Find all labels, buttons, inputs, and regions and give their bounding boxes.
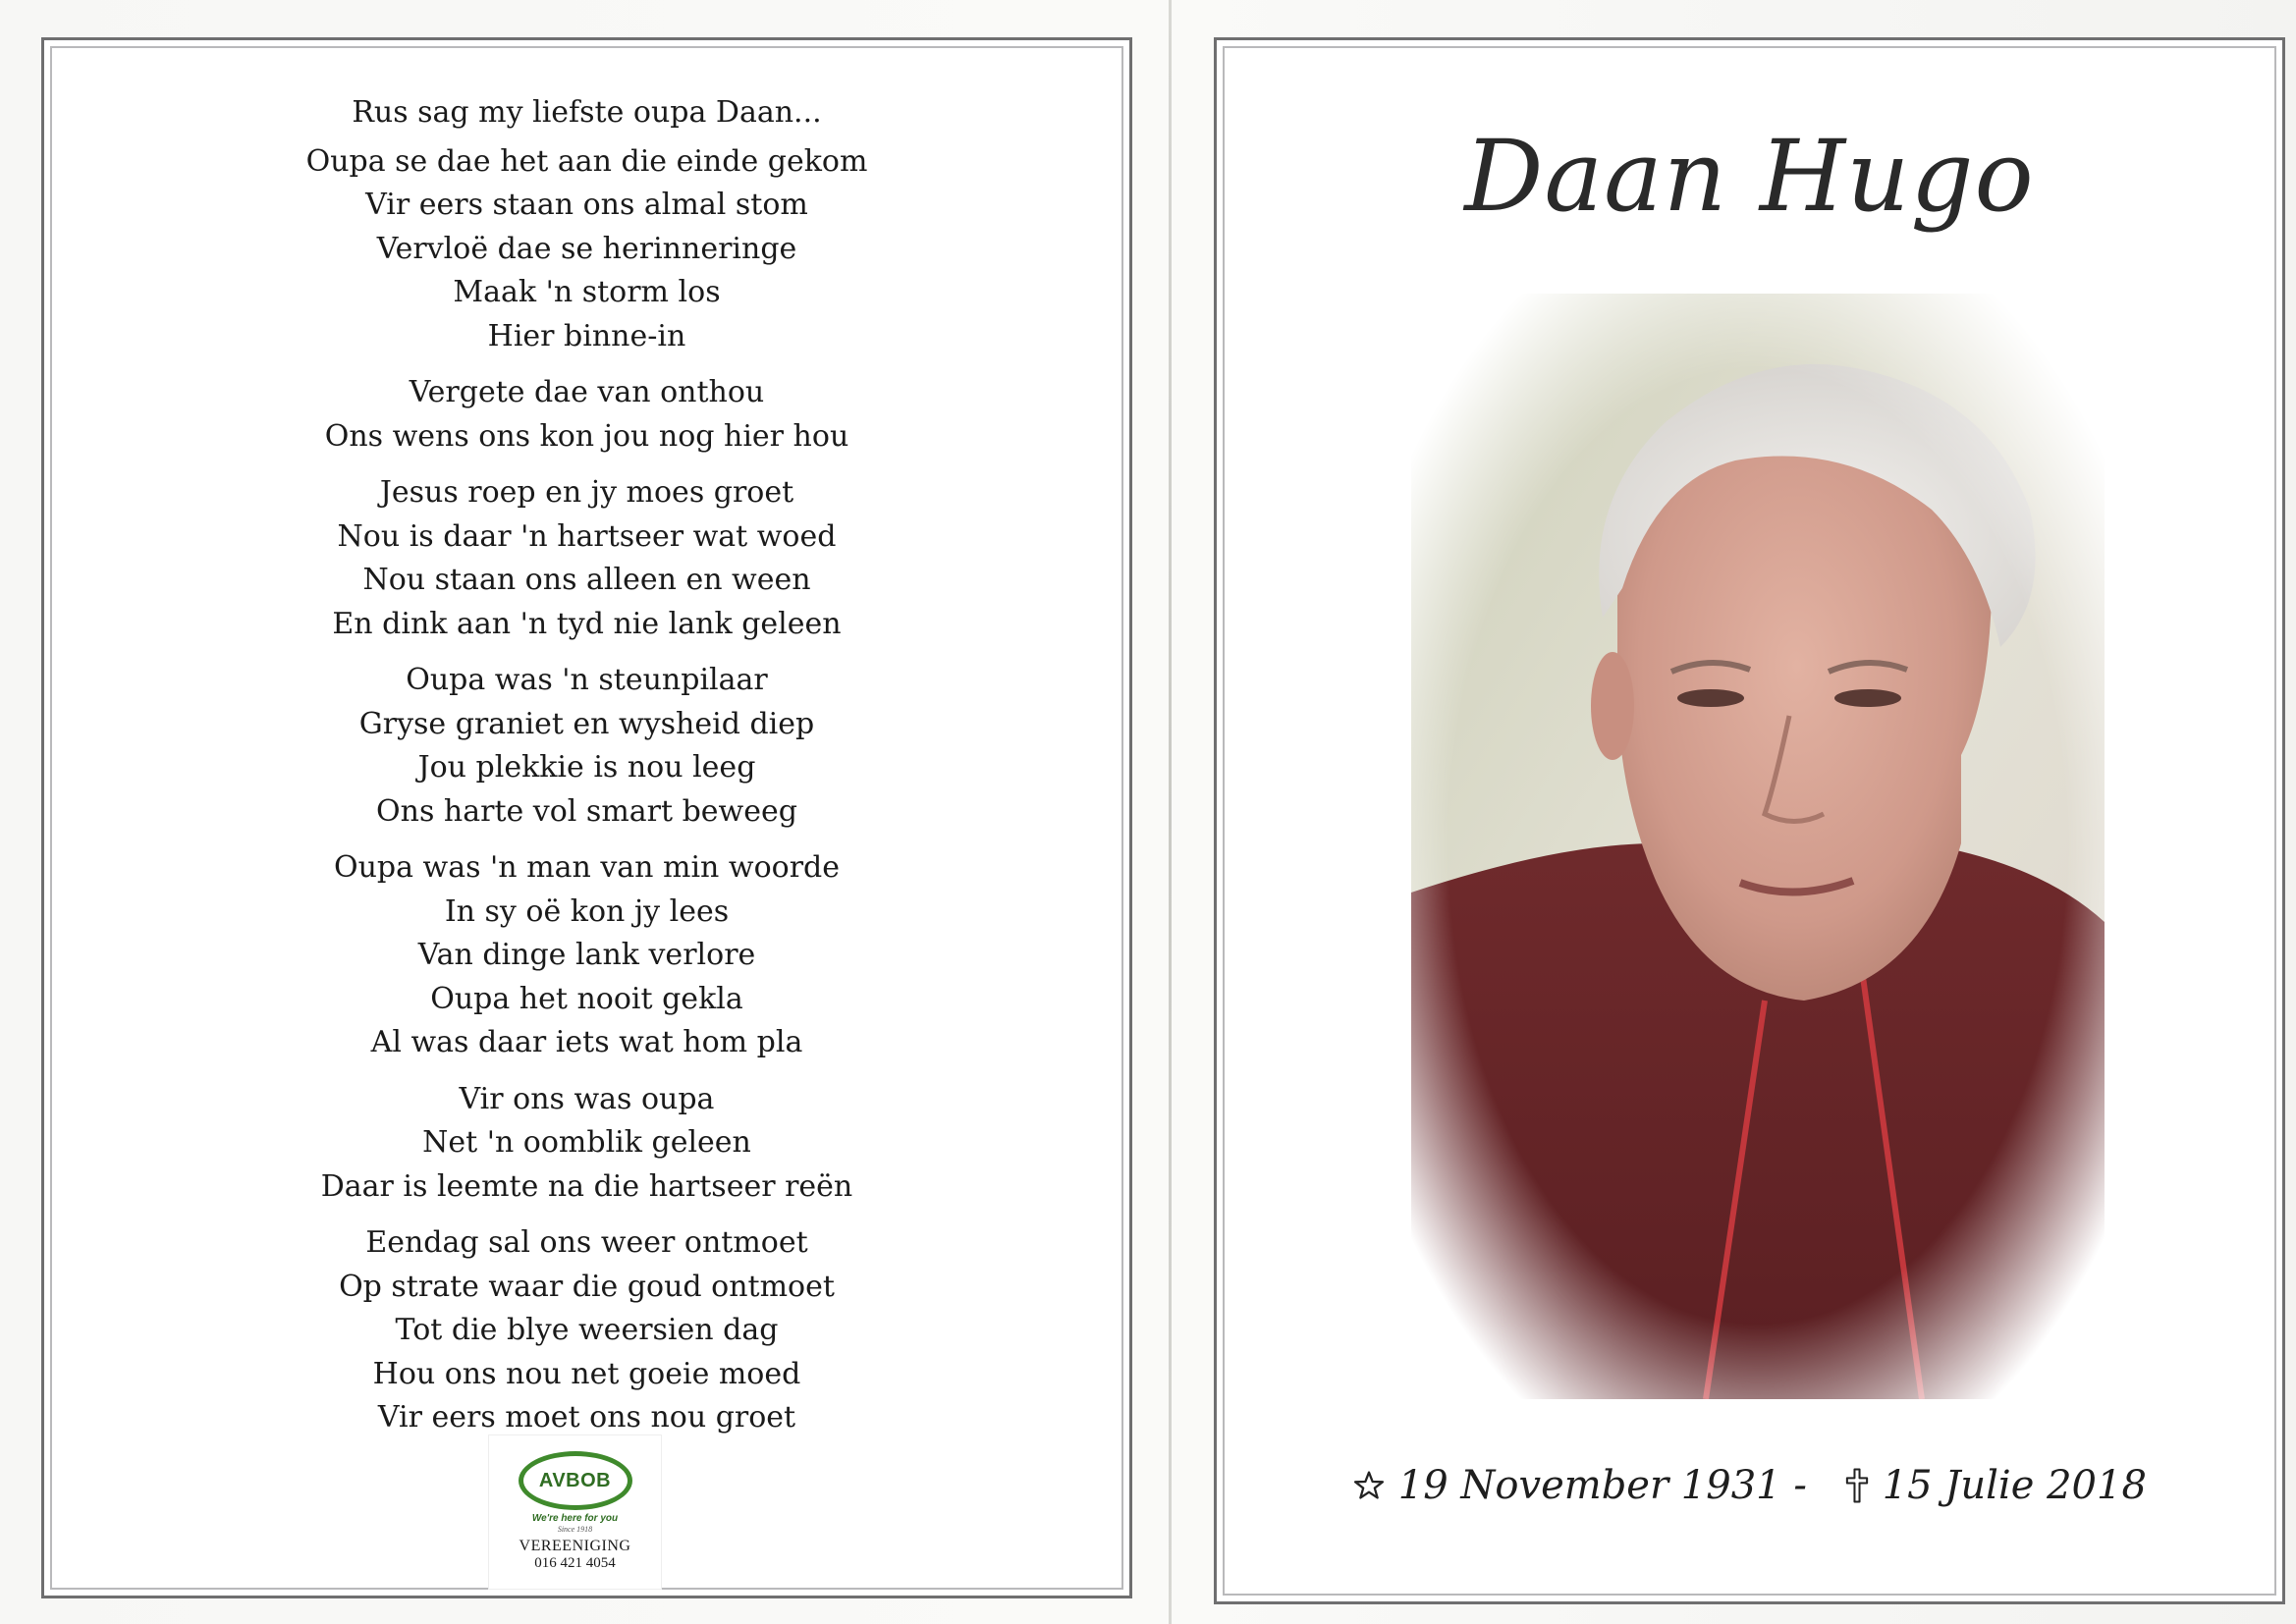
poem-line: Vir ons was oupa xyxy=(459,1081,715,1116)
poem-line: Hou ons nou net goeie moed xyxy=(372,1356,801,1391)
poem-line: Oupa se dae het aan die einde gekom xyxy=(305,143,868,179)
poem-line: Jesus roep en jy moes groet xyxy=(379,475,794,510)
fold-crease xyxy=(1169,0,1172,1624)
poem-line: Rus sag my liefste oupa Daan... xyxy=(352,95,822,130)
poem-line: Oupa was 'n man van min woorde xyxy=(333,850,841,885)
poem-opening-line xyxy=(44,91,1129,135)
star-icon xyxy=(1352,1469,1386,1502)
logo-branch: VEREENIGING xyxy=(519,1538,631,1554)
poem-line: Vir eers staan ons almal stom xyxy=(365,188,808,222)
poem-line: Nou staan ons alleen en ween xyxy=(362,563,811,597)
poem-line: En dink aan 'n tyd nie lank geleen xyxy=(332,606,842,641)
poem-line: Jou plekkie is nou leeg xyxy=(417,750,756,785)
poem-line: Tot die blye weersien dag xyxy=(395,1313,779,1347)
poem-line: Daar is leemte na die hartseer reën xyxy=(320,1168,853,1204)
poem-stanza xyxy=(44,846,1129,1065)
poem-line: Vir eers moet ons nou groet xyxy=(377,1400,796,1435)
poem-line: Al was daar iets wat hom pla xyxy=(370,1025,803,1059)
avbob-logo xyxy=(519,1451,632,1510)
poem-line: Op strate waar die goud ontmoet xyxy=(339,1269,835,1304)
birth-date: 19 November 1931 - xyxy=(1397,1463,1807,1508)
poem-line: Nou is daar 'n hartseer wat woed xyxy=(337,518,837,554)
poem-line: Gryse graniet en wysheid diep xyxy=(358,706,815,741)
poem-line: Oupa was 'n steunpilaar xyxy=(406,663,768,697)
poem-line: Van dinge lank verlore xyxy=(417,938,756,972)
poem-stanza xyxy=(44,1221,1129,1440)
poem-line: Hier binne-in xyxy=(487,318,686,353)
logo-brand: AVBOB xyxy=(538,1469,612,1491)
poem-line: Ons harte vol smart beweeg xyxy=(376,793,797,829)
poem-panel xyxy=(41,37,1132,1598)
poem-line: Vergete dae van onthou xyxy=(409,375,765,409)
deceased-name: Daan Hugo xyxy=(1464,119,2035,234)
poem-line: Maak 'n storm los xyxy=(453,275,721,309)
life-dates xyxy=(1217,1460,2282,1508)
poem-stanza xyxy=(44,471,1129,646)
poem-line: Net 'n oomblik geleen xyxy=(422,1125,751,1160)
poem-line: Ons wens ons kon jou nog hier hou xyxy=(324,418,849,454)
portrait-photo xyxy=(1411,294,2105,1399)
poem-line: Eendag sal ons weer ontmoet xyxy=(365,1225,808,1260)
poem-stanza xyxy=(44,371,1129,459)
poem-line: Oupa het nooit gekla xyxy=(430,981,743,1016)
death-date: 15 Julie 2018 xyxy=(1882,1463,2147,1508)
logo-since: Since 1918 xyxy=(557,1525,593,1534)
poem-stanzas xyxy=(44,140,1129,1440)
poem-stanza xyxy=(44,140,1129,359)
poem-line: In sy oë kon jy lees xyxy=(444,893,730,929)
avbob-logo-card xyxy=(488,1435,662,1590)
poem-stanza xyxy=(44,659,1129,834)
cross-icon xyxy=(1844,1467,1870,1504)
cover-panel xyxy=(1214,37,2285,1604)
poem-stanza xyxy=(44,1078,1129,1210)
logo-tagline: We're here for you xyxy=(531,1513,619,1524)
poem-line: Vervloë dae se herinneringe xyxy=(376,231,797,266)
logo-phone: 016 421 4054 xyxy=(534,1555,616,1571)
poem xyxy=(44,91,1129,1453)
